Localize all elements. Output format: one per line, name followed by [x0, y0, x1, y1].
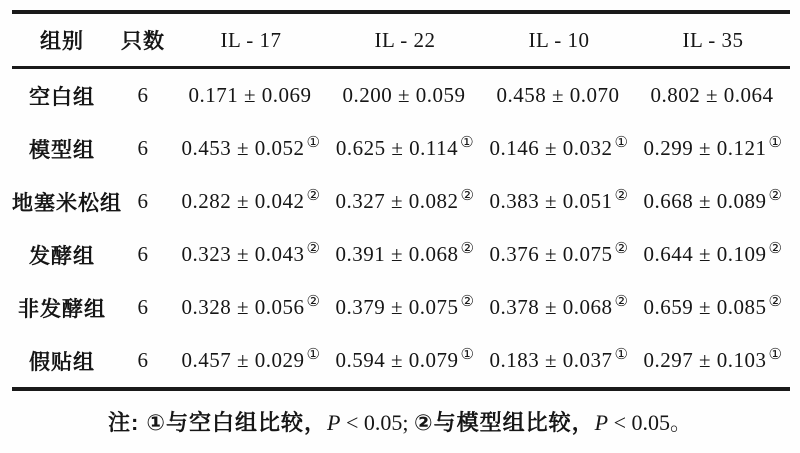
value-text: 0.668 ± 0.089: [643, 189, 767, 213]
value-cell: [174, 228, 328, 281]
p-value-threshold: < 0.05。: [608, 410, 693, 435]
value-text: 0.594 ± 0.079: [335, 348, 459, 372]
significance-mark: ②: [768, 239, 783, 257]
table-row: [12, 281, 790, 334]
value-cell: [174, 175, 328, 228]
column-header-group: 组别: [40, 30, 84, 53]
significance-mark: ②: [306, 186, 321, 204]
value-text: 0.297 ± 0.103: [643, 348, 767, 372]
value-cell: [636, 281, 790, 334]
column-header-count: 只数: [121, 30, 165, 53]
value-cell: [636, 334, 790, 389]
group-cell: 发酵组: [29, 244, 95, 268]
value-text: 0.383 ± 0.051: [489, 189, 613, 213]
group-cell: 非发酵组: [18, 297, 106, 321]
value-cell: [328, 281, 482, 334]
value-text: 0.183 ± 0.037: [489, 348, 613, 372]
significance-mark: ①: [460, 133, 475, 151]
table-row: [12, 68, 790, 123]
value-cell: [328, 175, 482, 228]
value-cell: [636, 122, 790, 175]
significance-mark: ①: [460, 345, 475, 363]
value-cell: [482, 334, 636, 389]
value-text: 0.644 ± 0.109: [643, 242, 767, 266]
value-text: 0.146 ± 0.032: [489, 136, 613, 160]
value-text: 0.282 ± 0.042: [181, 189, 305, 213]
column-header-il10: IL - 10: [528, 27, 590, 52]
header-row: [12, 12, 790, 68]
group-cell: 地塞米松组: [12, 191, 122, 215]
value-cell: [174, 122, 328, 175]
value-cell: [636, 175, 790, 228]
value-cell: [482, 175, 636, 228]
value-cell: [482, 122, 636, 175]
significance-mark: ①: [768, 133, 783, 151]
significance-mark: ①: [306, 133, 321, 151]
p-value-threshold: < 0.05;: [340, 410, 415, 435]
significance-mark: ①: [614, 345, 629, 363]
value-text: 0.458 ± 0.070: [496, 83, 620, 107]
significance-mark: ②: [460, 239, 475, 257]
p-value-symbol: P: [594, 410, 609, 435]
value-text: 0.376 ± 0.075: [489, 242, 613, 266]
value-cell: [328, 228, 482, 281]
value-text: 0.299 ± 0.121: [643, 136, 767, 160]
table-row: [12, 228, 790, 281]
significance-mark: ①: [768, 345, 783, 363]
value-text: 0.378 ± 0.068: [489, 295, 613, 319]
significance-mark: ②: [614, 186, 629, 204]
value-cell: [174, 68, 328, 123]
footnote-text: ②与模型组比较: [414, 410, 572, 435]
value-text: 0.391 ± 0.068: [335, 242, 459, 266]
significance-mark: ②: [306, 239, 321, 257]
value-text: 0.457 ± 0.029: [181, 348, 305, 372]
significance-mark: ②: [460, 292, 475, 310]
footnote-text: 注: ①与空白组比较: [107, 410, 305, 435]
count-cell: 6: [137, 242, 149, 266]
significance-mark: ②: [768, 186, 783, 204]
value-cell: [328, 334, 482, 389]
value-text: 0.625 ± 0.114: [335, 136, 459, 160]
value-text: 0.379 ± 0.075: [335, 295, 459, 319]
count-cell: 6: [137, 83, 149, 107]
count-cell: 6: [137, 348, 149, 372]
value-text: 0.328 ± 0.056: [181, 295, 305, 319]
column-header-il35: IL - 35: [682, 27, 744, 52]
column-header-il17: IL - 17: [220, 27, 282, 52]
results-table: [12, 10, 790, 391]
significance-mark: ②: [306, 292, 321, 310]
significance-mark: ①: [306, 345, 321, 363]
table-row: [12, 122, 790, 175]
value-text: 0.323 ± 0.043: [181, 242, 305, 266]
value-text: 0.453 ± 0.052: [181, 136, 305, 160]
value-text: 0.802 ± 0.064: [650, 83, 774, 107]
table-row: [12, 175, 790, 228]
significance-mark: ②: [614, 239, 629, 257]
value-text: 0.659 ± 0.085: [643, 295, 767, 319]
value-cell: [174, 281, 328, 334]
value-text: 0.327 ± 0.082: [335, 189, 459, 213]
count-cell: 6: [137, 189, 149, 213]
value-cell: [328, 122, 482, 175]
value-cell: [636, 68, 790, 123]
significance-mark: ②: [614, 292, 629, 310]
group-cell: 假贴组: [29, 350, 95, 374]
table-row: [12, 334, 790, 389]
value-text: 0.200 ± 0.059: [342, 83, 466, 107]
value-cell: [328, 68, 482, 123]
group-cell: 模型组: [29, 138, 95, 162]
value-cell: [482, 68, 636, 123]
table-footnote: 注: ①与空白组比较，P < 0.05; ②与模型组比较，P < 0.05。: [107, 410, 693, 435]
significance-mark: ②: [768, 292, 783, 310]
value-cell: [636, 228, 790, 281]
significance-mark: ②: [460, 186, 475, 204]
group-cell: 空白组: [29, 85, 95, 109]
significance-mark: ①: [614, 133, 629, 151]
value-cell: [174, 334, 328, 389]
count-cell: 6: [137, 136, 149, 160]
value-cell: [482, 281, 636, 334]
value-cell: [482, 228, 636, 281]
p-value-symbol: P: [327, 410, 341, 435]
value-text: 0.171 ± 0.069: [188, 83, 312, 107]
count-cell: 6: [137, 295, 149, 319]
column-header-il22: IL - 22: [374, 27, 436, 52]
